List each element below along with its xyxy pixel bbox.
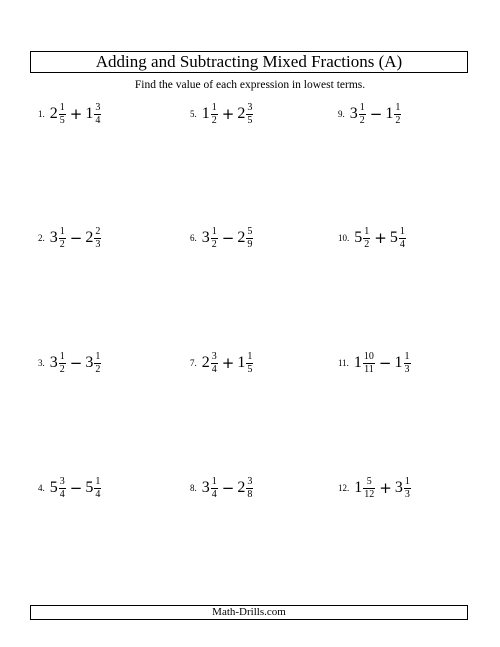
operator: + — [374, 229, 387, 247]
fraction — [211, 352, 218, 375]
numerator: 3 — [95, 101, 101, 113]
fraction — [246, 477, 253, 500]
operator: + — [69, 105, 83, 123]
problem-number: 1. — [38, 109, 45, 119]
first-mixed-number — [50, 477, 67, 500]
first-mixed-number — [202, 227, 219, 250]
denominator: 3 — [95, 238, 101, 250]
fraction — [399, 227, 406, 250]
problem-number: 7. — [190, 358, 197, 368]
numerator: 1 — [247, 350, 253, 362]
problem-number: 8. — [190, 483, 197, 493]
fraction — [59, 477, 66, 500]
problem-item — [38, 471, 102, 505]
fraction — [94, 227, 101, 250]
second-mixed-number — [85, 227, 102, 250]
denominator: 4 — [95, 114, 101, 126]
problem-item — [338, 346, 412, 380]
operator: − — [221, 479, 235, 497]
denominator: 4 — [399, 238, 405, 250]
operator: − — [69, 229, 83, 247]
denominator: 8 — [247, 488, 253, 500]
problem-item — [338, 221, 407, 255]
first-mixed-number — [202, 477, 219, 500]
problem-number: 12. — [338, 483, 350, 493]
denominator: 2 — [395, 114, 401, 126]
instructions: Find the value of each expression in lowest terms. — [134, 79, 366, 91]
whole-number: 5 — [85, 479, 94, 496]
problem-item — [190, 346, 254, 380]
fraction — [246, 352, 253, 375]
whole-number: 1 — [385, 105, 394, 122]
denominator: 2 — [359, 114, 365, 126]
denominator: 5 — [59, 114, 65, 126]
numerator: 1 — [211, 101, 217, 113]
problem-item — [38, 346, 102, 380]
denominator: 12 — [364, 488, 375, 500]
denominator: 3 — [404, 488, 410, 500]
numerator: 3 — [247, 101, 253, 113]
numerator: 3 — [59, 475, 65, 487]
denominator: 2 — [364, 238, 370, 250]
fraction — [211, 103, 218, 126]
numerator: 5 — [247, 225, 253, 237]
first-mixed-number — [202, 103, 219, 126]
numerator: 1 — [364, 225, 370, 237]
operator: + — [379, 479, 392, 497]
numerator: 2 — [95, 225, 101, 237]
whole-number: 1 — [394, 354, 403, 371]
denominator: 2 — [211, 238, 217, 250]
first-mixed-number — [50, 103, 67, 126]
fraction — [211, 477, 218, 500]
whole-number: 3 — [201, 229, 210, 246]
whole-number: 3 — [349, 105, 358, 122]
whole-number: 3 — [201, 479, 210, 496]
fraction — [363, 227, 370, 250]
second-mixed-number — [395, 477, 412, 500]
first-mixed-number — [354, 227, 371, 250]
second-mixed-number — [85, 103, 102, 126]
fraction — [404, 352, 411, 375]
problem-item — [38, 97, 102, 131]
first-mixed-number — [202, 352, 219, 375]
denominator: 5 — [247, 363, 253, 375]
problem-number: 6. — [190, 233, 197, 243]
second-mixed-number — [237, 352, 254, 375]
numerator: 3 — [211, 350, 217, 362]
second-mixed-number — [237, 227, 254, 250]
second-mixed-number — [395, 352, 412, 375]
whole-number: 2 — [49, 105, 58, 122]
denominator: 5 — [247, 114, 253, 126]
fraction — [404, 477, 411, 500]
first-mixed-number — [50, 227, 67, 250]
whole-number: 2 — [85, 229, 94, 246]
numerator: 1 — [399, 225, 405, 237]
whole-number: 1 — [237, 354, 246, 371]
numerator: 1 — [395, 101, 401, 113]
operator: − — [221, 229, 235, 247]
fraction — [211, 227, 218, 250]
operator: + — [221, 354, 235, 372]
second-mixed-number — [385, 103, 402, 126]
numerator: 3 — [247, 475, 253, 487]
denominator: 9 — [247, 238, 253, 250]
denominator: 4 — [95, 488, 101, 500]
denominator: 2 — [59, 238, 65, 250]
problem-item — [190, 97, 254, 131]
operator: − — [69, 479, 83, 497]
denominator: 2 — [59, 363, 65, 375]
second-mixed-number — [237, 477, 254, 500]
whole-number: 1 — [201, 105, 210, 122]
whole-number: 5 — [354, 229, 363, 246]
second-mixed-number — [390, 227, 407, 250]
second-mixed-number — [85, 477, 102, 500]
numerator: 1 — [95, 475, 101, 487]
denominator: 4 — [211, 488, 217, 500]
problem-item — [338, 97, 402, 131]
fraction — [363, 477, 375, 500]
problem-number: 5. — [190, 109, 197, 119]
first-mixed-number — [354, 477, 376, 500]
whole-number: 3 — [49, 354, 58, 371]
problem-number: 4. — [38, 483, 45, 493]
footer: Math-Drills.com — [30, 605, 468, 620]
denominator: 2 — [95, 363, 101, 375]
problem-number: 2. — [38, 233, 45, 243]
whole-number: 2 — [237, 105, 246, 122]
numerator: 1 — [211, 475, 217, 487]
fraction — [246, 103, 253, 126]
fraction — [94, 103, 101, 126]
whole-number: 2 — [201, 354, 210, 371]
fraction — [94, 477, 101, 500]
whole-number: 1 — [85, 105, 94, 122]
fraction — [394, 103, 401, 126]
operator: − — [369, 105, 383, 123]
operator: − — [69, 354, 83, 372]
second-mixed-number — [237, 103, 254, 126]
numerator: 1 — [59, 101, 65, 113]
first-mixed-number — [354, 352, 376, 375]
numerator: 1 — [359, 101, 365, 113]
problem-item — [190, 221, 254, 255]
problem-number: 9. — [338, 109, 345, 119]
numerator: 1 — [95, 350, 101, 362]
numerator: 1 — [59, 350, 65, 362]
denominator: 2 — [211, 114, 217, 126]
worksheet-title: Adding and Subtracting Mixed Fractions (A) — [30, 51, 468, 73]
numerator: 1 — [59, 225, 65, 237]
problem-item — [338, 471, 412, 505]
fraction — [246, 227, 253, 250]
numerator: 1 — [404, 350, 410, 362]
first-mixed-number — [350, 103, 367, 126]
whole-number: 5 — [389, 229, 398, 246]
whole-number: 3 — [85, 354, 94, 371]
problem-item — [38, 221, 102, 255]
fraction — [59, 352, 66, 375]
first-mixed-number — [50, 352, 67, 375]
denominator: 4 — [211, 363, 217, 375]
numerator: 10 — [363, 350, 374, 362]
whole-number: 3 — [49, 229, 58, 246]
numerator: 1 — [404, 475, 410, 487]
problem-number: 10. — [338, 233, 350, 243]
second-mixed-number — [85, 352, 102, 375]
whole-number: 1 — [353, 354, 362, 371]
numerator: 5 — [366, 475, 372, 487]
fraction — [363, 352, 375, 375]
problem-number: 11. — [338, 358, 349, 368]
denominator: 4 — [59, 488, 65, 500]
whole-number: 5 — [49, 479, 58, 496]
fraction — [94, 352, 101, 375]
whole-number: 2 — [237, 229, 246, 246]
whole-number: 1 — [354, 479, 363, 496]
denominator: 3 — [404, 363, 410, 375]
fraction — [359, 103, 366, 126]
denominator: 11 — [364, 363, 374, 375]
operator: − — [378, 354, 392, 372]
fraction — [59, 103, 66, 126]
numerator: 1 — [211, 225, 217, 237]
whole-number: 2 — [237, 479, 246, 496]
operator: + — [221, 105, 235, 123]
problem-item — [190, 471, 254, 505]
problem-number: 3. — [38, 358, 45, 368]
whole-number: 3 — [394, 479, 403, 496]
fraction — [59, 227, 66, 250]
